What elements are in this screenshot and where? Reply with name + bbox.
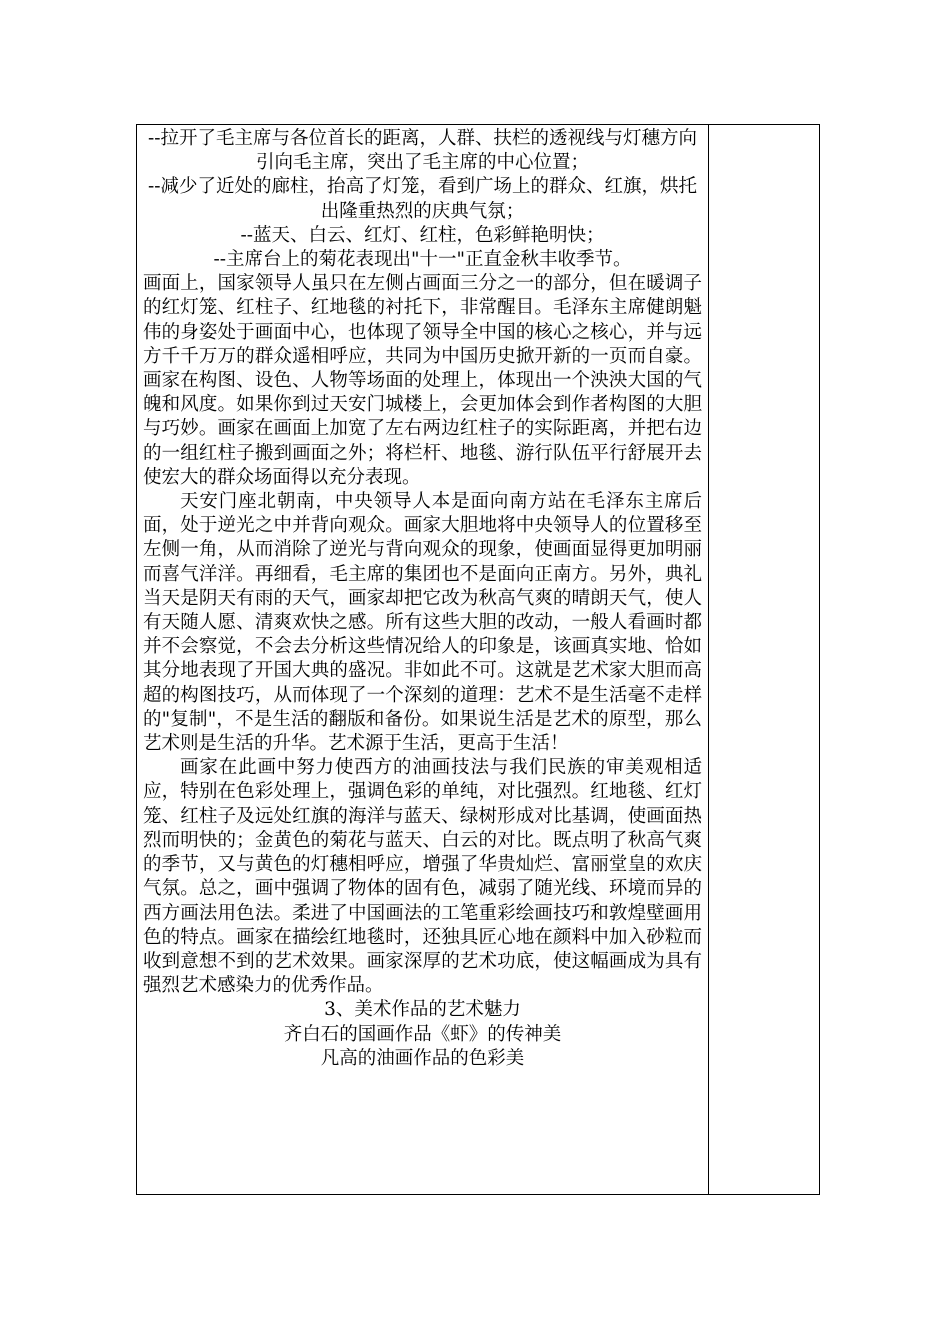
bullet-4: --主席台上的菊花表现出"十一"正直金秋丰收季节。 bbox=[213, 249, 632, 271]
section-title: 3、美术作品的艺术魅力 bbox=[324, 999, 521, 1021]
side-cell bbox=[709, 125, 819, 1194]
bullet-1: --拉开了毛主席与各位首长的距离，人群、扶栏的透视线与灯穗方向引向毛主席，突出了毛主席的中心位置； bbox=[147, 128, 697, 174]
bullet-3: --蓝天、白云、红灯、红柱，色彩鲜艳明快； bbox=[240, 224, 605, 246]
list-item-1: 齐白石的国画作品《虾》的传神美 bbox=[283, 1023, 562, 1045]
content-cell bbox=[137, 125, 709, 1194]
document-table bbox=[136, 124, 820, 1195]
bullet-2: --减少了近处的廊柱，抬高了灯笼，看到广场上的群众、红旗，烘托出隆重热烈的庆典气氛； bbox=[147, 176, 697, 222]
paragraph-1: 画面上，国家领导人虽只在左侧占画面三分之一的部分，但在暖调子的红灯笼、红柱子、红地毯的衬托下，非常醒目。毛泽东主席健朗魁伟的身姿处于画面中心，也体现了领导全中国的核心之核心，并与远方千千万万的群众遥相呼应，共同为中国历史掀开新的一页而自豪。画家在构图、设色、人物等场面的处理上，体现出一个泱泱大国的气魄和风度。如果你到过天安门城楼上，会更加体会到作者构图的大胆与巧妙。画家在画面上加宽了左右两边红柱子的实际距离，并把右边的一组红柱子搬到画面之外；将栏杆、地毯、游行队伍平行舒展开去使宏大的群众场面得以充分表现。 bbox=[143, 273, 702, 488]
list-item-2: 凡高的油画作品的色彩美 bbox=[320, 1047, 525, 1069]
paragraph-3: 画家在此画中努力使西方的油画技法与我们民族的审美观相适应，特别在色彩处理上，强调色彩的单纯，对比强烈。红地毯、红灯笼、红柱子及远处红旗的海洋与蓝天、绿树形成对比基调，使画面热烈而明快的；金黄色的菊花与蓝天、白云的对比。既点明了秋高气爽的季节，又与黄色的灯穗相呼应，增强了华贵灿烂、富丽堂皇的欢庆气氛。总之，画中强调了物体的固有色，减弱了随光线、环境而异的西方画法用色法。柔进了中国画法的工笔重彩绘画技巧和敦煌壁画用色的特点。画家在描绘红地毯时，还独具匠心地在颜料中加入砂粒而收到意想不到的艺术效果。画家深厚的艺术功底，使这幅画成为具有强烈艺术感染力的优秀作品。 bbox=[143, 757, 702, 997]
paragraph-2: 天安门座北朝南，中央领导人本是面向南方站在毛泽东主席后面，处于逆光之中并背向观众。画家大胆地将中央领导人的位置移至左侧一角，从而消除了逆光与背向观众的现象，使画面显得更加明丽而喜气洋洋。再细看，毛主席的集团也不是面向正南方。另外，典礼当天是阴天有雨的天气，画家却把它改为秋高气爽的晴朗天气，使人有天随人愿、清爽欢快之感。所有这些大胆的改动，一般人看画时都并不会察觉，不会去分析这些情况给人的印象是，该画真实地、恰如其分地表现了开国大典的盛况。非如此不可。这就是艺术家大胆而高超的构图技巧，从而体现了一个深刻的道理：艺术不是生活毫不走样的"复制"，不是生活的翻版和备份。如果说生活是艺术的原型，那么艺术则是生活的升华。艺术源于生活，更高于生活！ bbox=[143, 491, 702, 755]
